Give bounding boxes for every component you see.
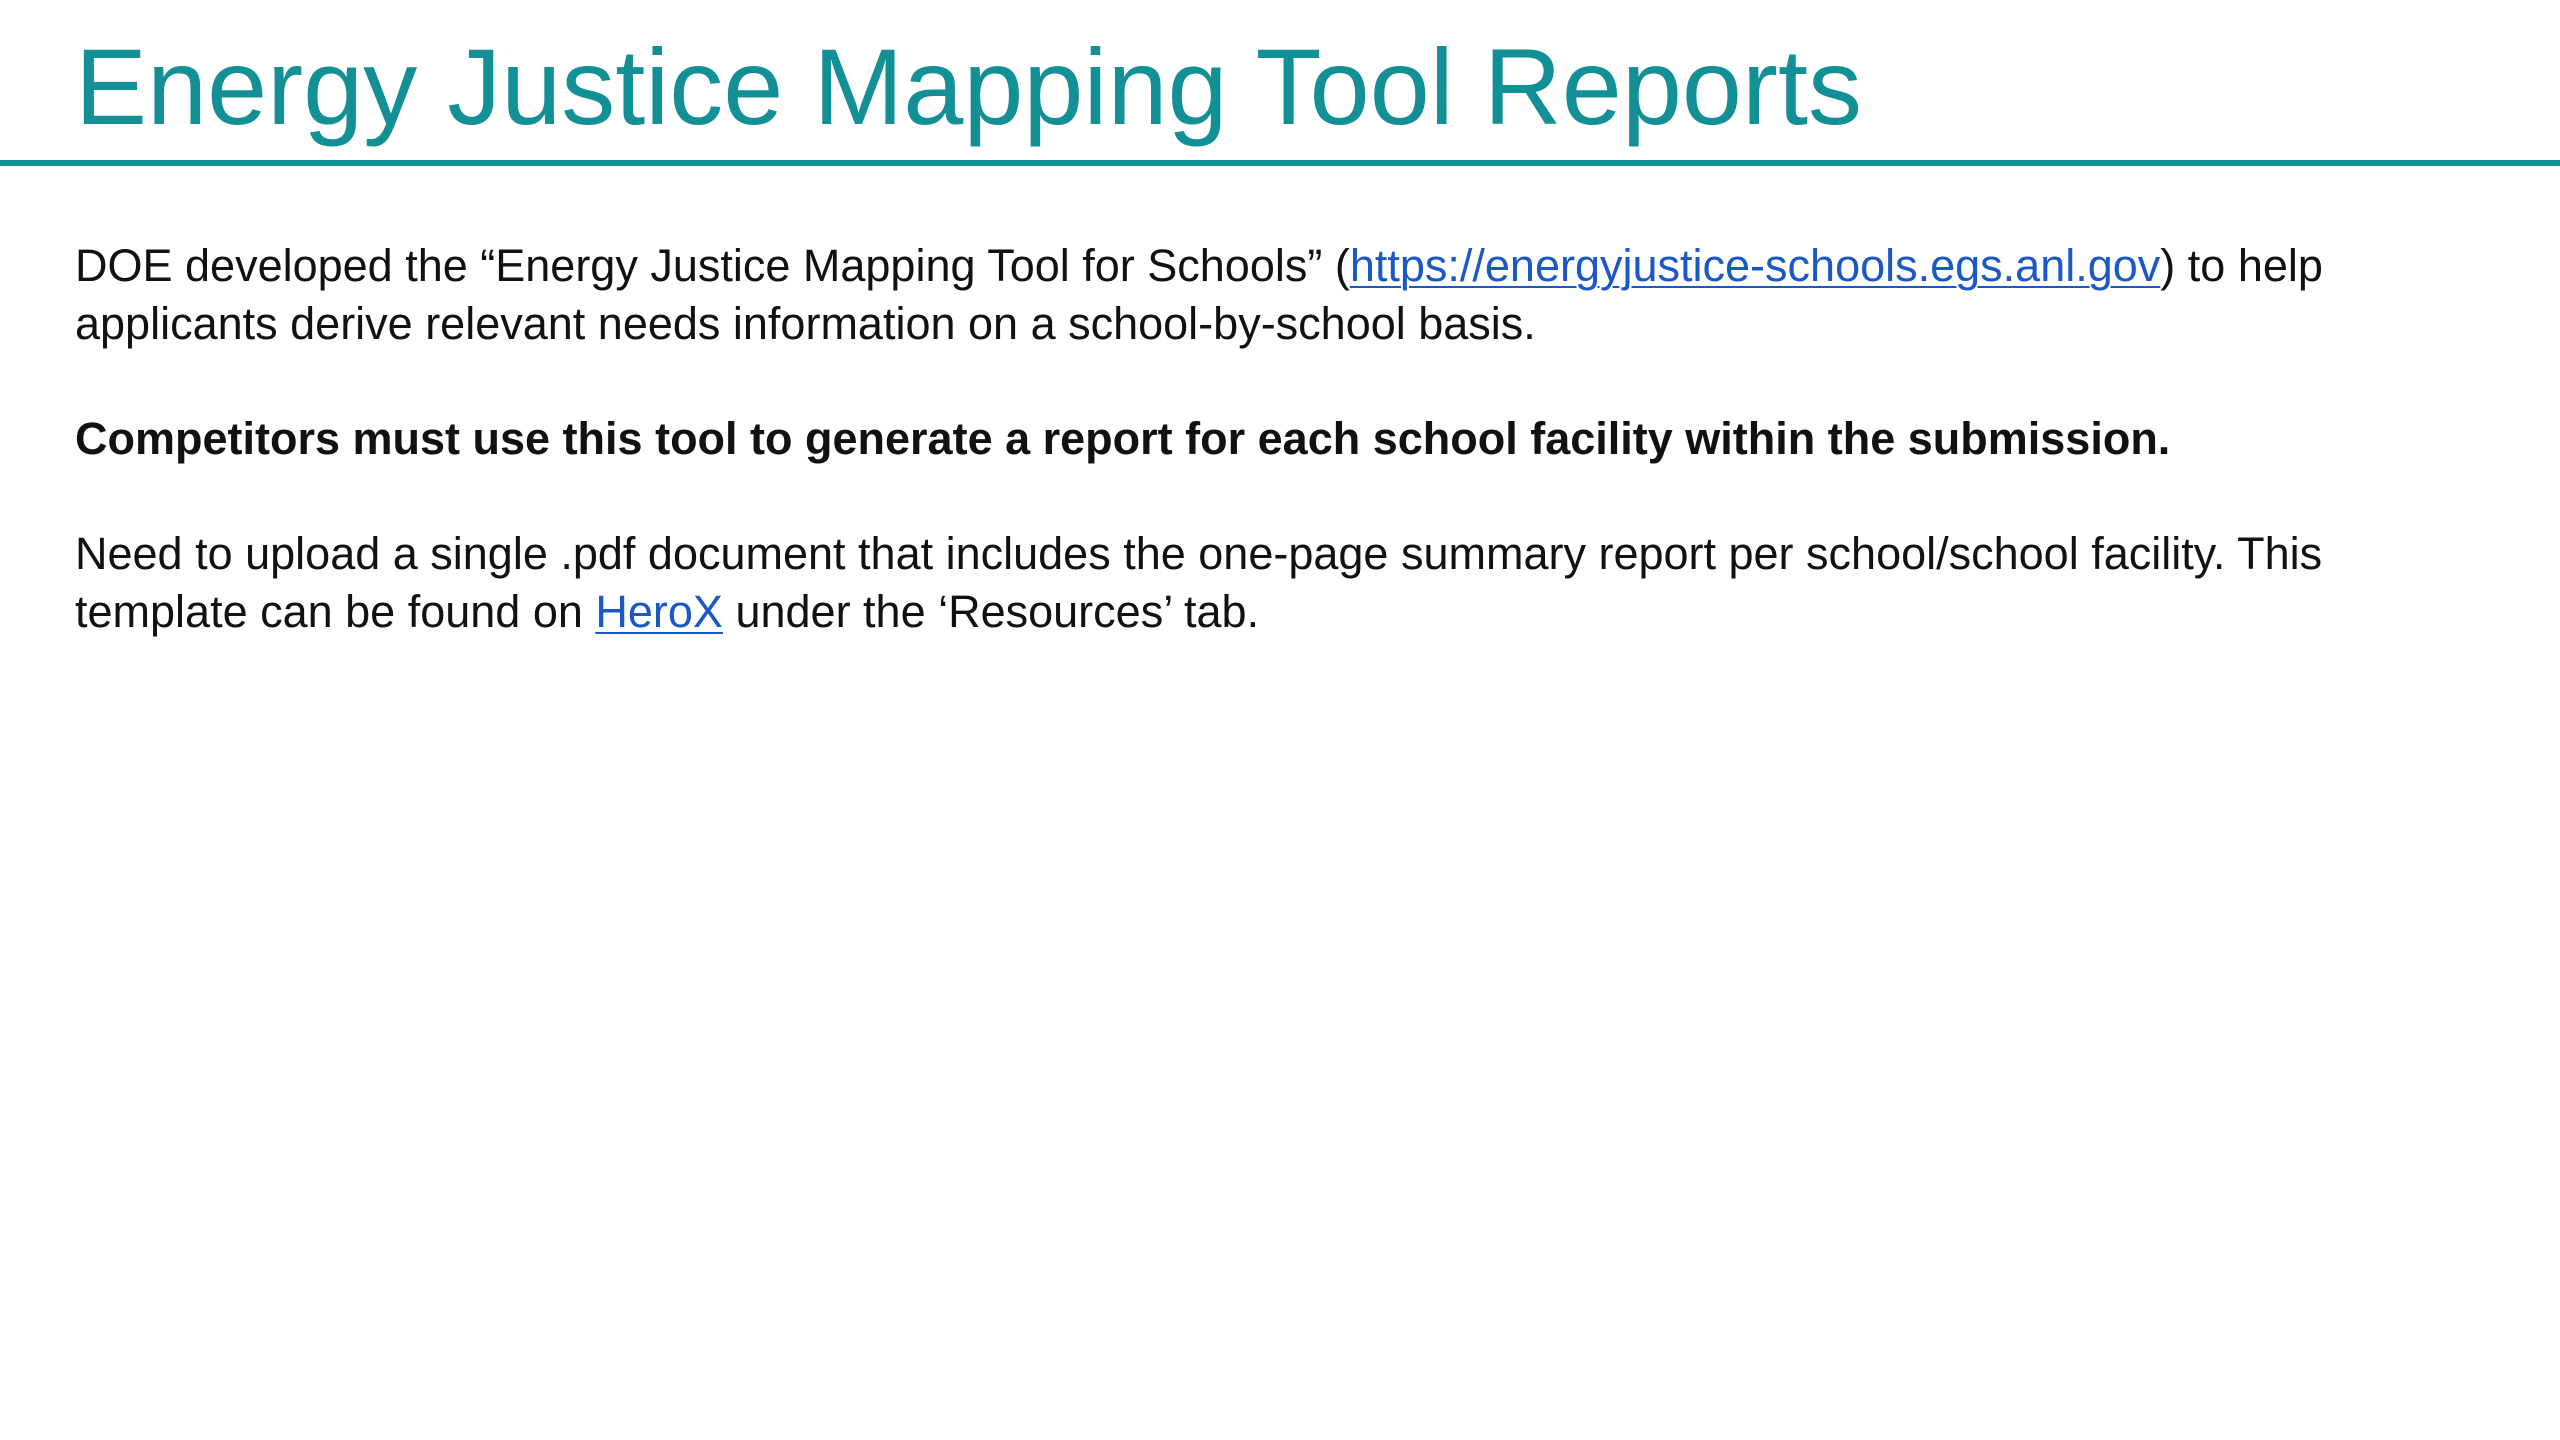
paragraph-text: DOE developed the “Energy Justice Mapping Tool for Schools” ( [75,240,1350,291]
title-divider [0,160,2560,166]
energy-justice-tool-link[interactable]: https://energyjustice-schools.egs.anl.gov [1349,240,2161,291]
paragraph-tool-description [75,237,2495,353]
paragraph-text: Need to upload a single .pdf document that includes the one-page summary report per school/school facility. This template can be found on [75,528,2323,637]
slide-body [75,237,2495,698]
slide-title: Energy Justice Mapping Tool Reports [75,26,1862,147]
herox-link[interactable]: HeroX [595,586,723,637]
paragraph-text: ) to help applicants derive relevant needs information on a school-by-school basis. [75,240,2323,349]
paragraph-text: under the ‘Resources’ tab. [722,586,1260,637]
paragraph-requirement: Competitors must use this tool to generate a report for each school facility within the submission. [75,413,2171,464]
paragraph-upload-instructions [75,525,2495,641]
